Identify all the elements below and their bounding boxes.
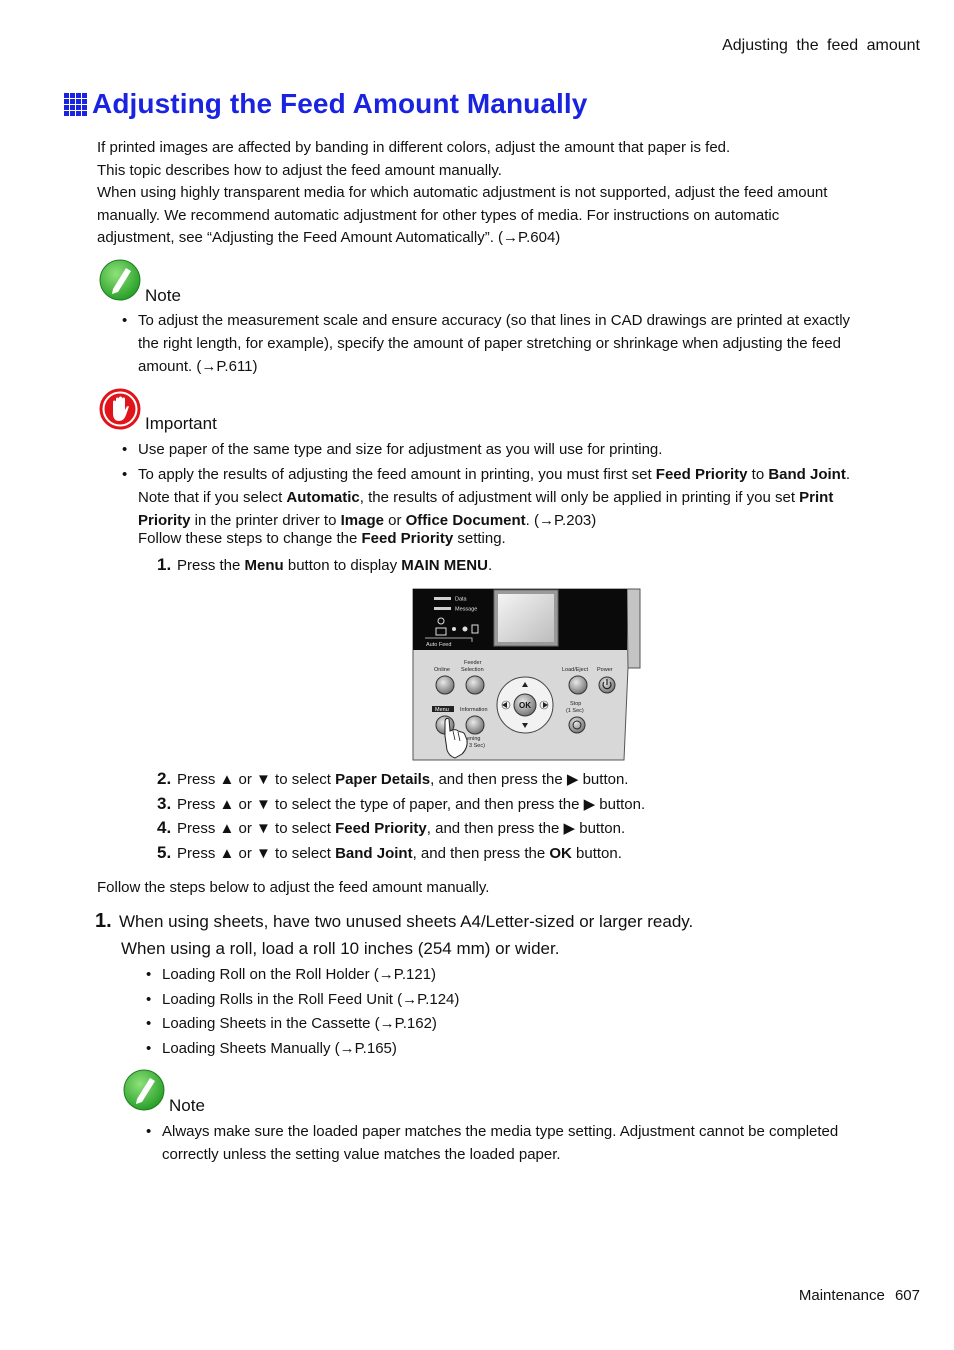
page-title: Adjusting the Feed Amount Manually [92, 88, 588, 119]
intro-paragraph [97, 137, 897, 250]
intro-line: When using highly transparent media for which automatic adjustment is not supported, adjust the feed amount [97, 184, 828, 202]
feeder-selection-button [466, 676, 484, 694]
panel-label-ok: OK [519, 701, 531, 710]
panel-label-power: Power [597, 667, 613, 673]
substep-3: 3. Press ▲ or ▼ to select the type of paper, and then press the ▶ button. [157, 794, 646, 813]
running-header: Adjusting the feed amount [722, 37, 920, 54]
intro-line: If printed images are affected by banding in different colors, adjust the amount that paper is fed. [97, 139, 731, 156]
important-hand-icon [99, 388, 141, 430]
page-footer [799, 1287, 920, 1304]
footer-section: Maintenance [798, 1287, 885, 1304]
loading-links-list [146, 963, 646, 1061]
stop-button [569, 717, 585, 733]
substep-5: 5. Press ▲ or ▼ to select Band Joint, and then press the OK button. [157, 843, 622, 862]
substep-2: 2. Press ▲ or ▼ to select Paper Details, and then press the ▶ button. [157, 769, 629, 788]
list-item: • Loading Rolls in the Roll Feed Unit (→P.124) [146, 988, 646, 1013]
substep-1: 1. Press the Menu button to display MAIN MENU. [157, 555, 493, 574]
panel-label-load-eject: Load/Eject [562, 667, 588, 673]
list-item: • Always make sure the loaded paper matches the media type setting. Adjustment cannot be completed correctly unless the setting value matches the loaded paper. [146, 1120, 846, 1166]
intro-line: adjustment, see “Adjusting the Feed Amount Automatically”. (→P.604) [97, 229, 561, 247]
follow-steps-text: Follow these steps to change the Feed Priority setting. [138, 530, 506, 547]
important-label: Important [145, 414, 217, 433]
panel-label-cleaning-sec: 3 Sec) [469, 743, 485, 749]
panel-label-auto-feed: Auto Feed [426, 642, 452, 648]
panel-label-stop-sec: (1 Sec) [566, 708, 584, 714]
list-item: • Loading Sheets in the Cassette (→P.162) [146, 1012, 646, 1037]
page-number: 607 [894, 1287, 920, 1304]
note-list [122, 309, 852, 378]
step-1-line-2: When using a roll, load a roll 10 inches (254 mm) or wider. [121, 939, 560, 958]
panel-label-message: Message [455, 606, 478, 613]
note-label: Note [169, 1096, 205, 1115]
panel-label-information: Information [460, 707, 488, 713]
note-list [146, 1120, 846, 1166]
panel-label-online: Online [434, 667, 450, 673]
control-panel-illustration [412, 588, 642, 762]
list-item: • To apply the results of adjusting the feed amount in printing, you must first set Feed Priority to Band Joint. Note that if you select Automatic, the results of adjustment will only be applied in printing if you set Print Priority in the printer driver to Image or Office Document. (→P.203) [122, 463, 882, 532]
grid-icon [64, 93, 87, 116]
panel-label-menu: Menu [435, 707, 449, 713]
step-1: 1. When using sheets, have two unused sheets A4/Letter-sized or larger ready. [95, 910, 694, 932]
title-row [64, 88, 587, 120]
panel-label-cleaning: ening [467, 736, 481, 742]
list-item: • Loading Roll on the Roll Holder (→P.121) [146, 963, 646, 988]
note-label: Note [145, 286, 181, 305]
note-pencil-icon [99, 259, 141, 301]
panel-label-stop: Stop [570, 701, 582, 707]
panel-label-data: Data [455, 596, 467, 603]
list-item: • Loading Sheets Manually (→P.165) [146, 1037, 646, 1062]
important-list [122, 438, 882, 532]
information-button [466, 716, 484, 734]
load-eject-button [569, 676, 587, 694]
online-button [436, 676, 454, 694]
follow-manual-text: Follow the steps below to adjust the feed amount manually. [97, 879, 490, 896]
panel-label-feeder: Feeder [464, 660, 482, 666]
substep-4: 4. Press ▲ or ▼ to select Feed Priority, and then press the ▶ button. [157, 818, 626, 837]
intro-line: manually. We recommend automatic adjustment for other types of media. For instructions on automatic [97, 206, 780, 224]
panel-label-selection: Selection [461, 667, 484, 673]
intro-line: This topic describes how to adjust the feed amount manually. [97, 161, 502, 179]
note-pencil-icon [123, 1069, 165, 1111]
list-item: • Use paper of the same type and size for adjustment as you will use for printing. [122, 438, 882, 461]
list-item: • To adjust the measurement scale and ensure accuracy (so that lines in CAD drawings are printed at exactly the right length, for example), specify the amount of paper stretching or shrinkage when adjusting the feed amount. (→P.611) [122, 309, 852, 378]
